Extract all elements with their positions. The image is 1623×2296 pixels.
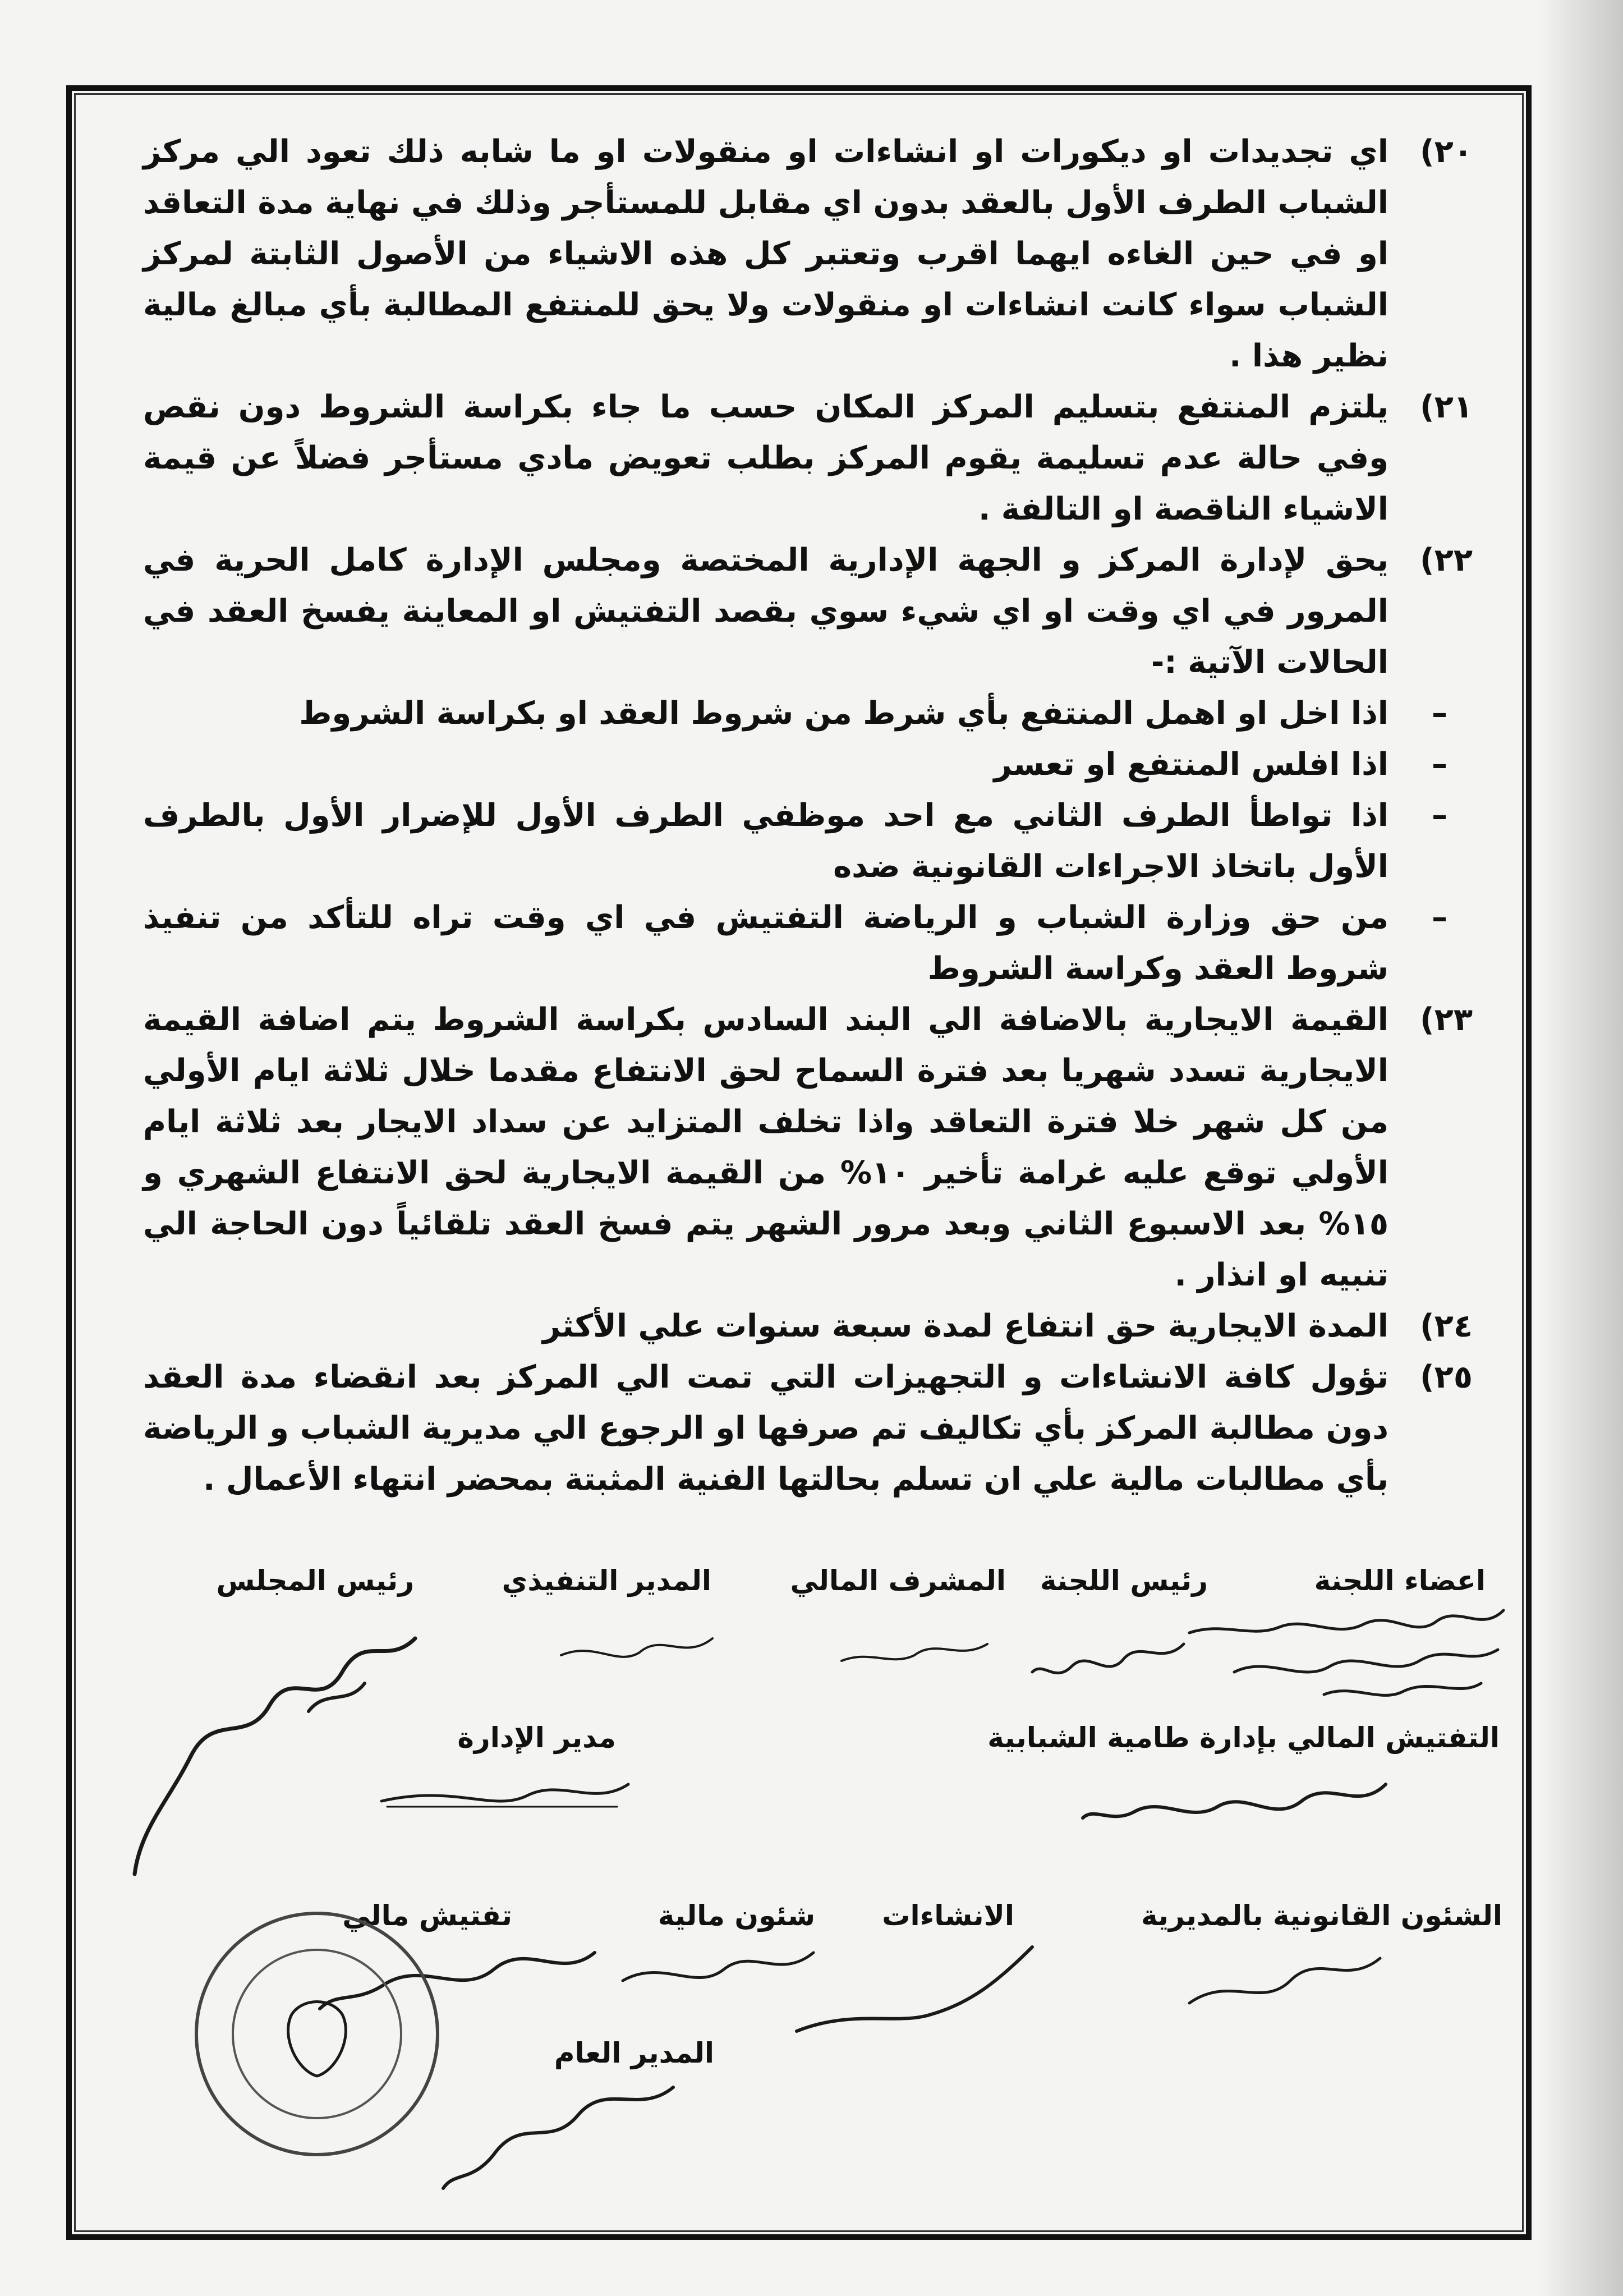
- board-head-label: رئيس المجلس: [216, 1564, 414, 1597]
- clause-number: ٢٥): [1420, 1359, 1473, 1395]
- clause-text: القيمة الايجارية بالاضافة الي البند السادس بكراسة الشروط يتم اضافة القيمة الايجارية تسدد شهريا بعد فترة السماح لحق الانتفاع مقدما خلال ثلاثة ايام الأولي من كل شهر خلا فترة التعاقد واذا تخلف المتزايد عن سداد الايجار بعد ثلاثة ايام الأولي توقع عليه غرامة تأخير ١٠% من القيمة الايجارية لحق الانتفاع الشهري و ١٥% بعد الاسبوع الثاني وبعد مرور الشهر يتم فسخ العقد تلقائياً دون الحاجة الي تنبيه او انذار .: [143, 1002, 1389, 1293]
- constructions-label: الانشاءات: [882, 1899, 1014, 1932]
- clause-number: ٢١): [1420, 389, 1473, 425]
- official-seal: [185, 1902, 449, 2166]
- clause-text: المدة الايجارية حق انتفاع لمدة سبعة سنوات علي الأكثر: [542, 1308, 1388, 1344]
- financial-supervisor-signature: [830, 1627, 999, 1678]
- clause-25: [143, 1352, 1473, 1505]
- clause-number: ٢٢): [1420, 542, 1473, 578]
- list-item-text: اذا تواطأ الطرف الثاني مع احد موظفي الطرف الأول للإضرار الأول بالطرف الأول باتخاذ الاجراءات القانونية ضده: [143, 797, 1388, 885]
- list-item: [143, 739, 1473, 790]
- general-director-signature: [438, 2065, 684, 2194]
- financial-supervisor-label: المشرف المالي: [790, 1564, 1006, 1597]
- clause-text: يحق لإدارة المركز و الجهة الإدارية المختصة ومجلس الإدارة كامل الحرية في المرور في اي وقت او اي شيء سوي بقصد التفتيش او المعاينة يفسخ العقد في الحالات الآتية :-: [143, 542, 1388, 681]
- clause-text: تؤول كافة الانشاءات و التجهيزات التي تمت الي المركز بعد انقضاء مدة العقد دون مطالبة المركز بأي تكاليف تم صرفها او الرجوع الي مديرية الشباب و الرياضة بأي مطالبات مالية علي ان تسلم بحالتها الفنية المثبتة بمحضر انتهاء الأعمال .: [143, 1359, 1388, 1498]
- general-director-label: المدير العام: [554, 2037, 714, 2069]
- legal-affairs-label: الشئون القانونية بالمديرية: [1141, 1899, 1502, 1932]
- list-item-text: اذا افلس المنتفع او تعسر: [994, 746, 1388, 783]
- committee-members-signatures: [1167, 1599, 1515, 1706]
- financial-inspection-label: التفتيش المالي بإدارة طامية الشبابية: [987, 1721, 1500, 1754]
- dash-marker: –: [1432, 797, 1447, 834]
- legal-affairs-signature: [1178, 1936, 1391, 2026]
- executive-director-label: المدير التنفيذي: [502, 1564, 711, 1597]
- clause-22: [143, 535, 1473, 688]
- clause-number: ٢٠): [1420, 134, 1473, 170]
- financial-inspection-signature: [1077, 1762, 1397, 1829]
- clause-number: ٢٤): [1420, 1308, 1473, 1344]
- admin-director-label: مدير الإدارة: [457, 1721, 616, 1754]
- scan-edge-shadow: [1539, 0, 1623, 2296]
- dash-marker: –: [1432, 899, 1447, 936]
- admin-director-signature: [370, 1762, 640, 1818]
- clause-number: ٢٣): [1420, 1002, 1473, 1038]
- committee-head-label: رئيس اللجنة: [1040, 1564, 1208, 1597]
- clause-text: اي تجديدات او ديكورات او انشاءات او منقولات او ما شابه ذلك تعود الي مركز الشباب الطرف الأول بالعقد بدون اي مقابل للمستأجر وذلك في نهاية مدة التعاقد او في حين الغاءه ايهما اقرب وتعتبر كل هذه الاشياء من الأصول الثابتة لمركز الشباب سواء كانت انشاءات او منقولات ولا يحق للمنتفع المطالبة بأي مبالغ مالية نظير هذا .: [143, 134, 1388, 374]
- finance-inspection-label: تفتيش مالي: [342, 1899, 512, 1932]
- board-head-signature: [123, 1616, 438, 1885]
- clause-text: يلتزم المنتفع بتسليم المركز المكان حسب ما جاء بكراسة الشروط دون نقص وفي حالة عدم تسليمة يقوم المركز بطلب تعويض مادي مستأجر فضلاً عن قيمة الاشياء الناقصة او التالفة .: [143, 389, 1388, 527]
- list-item: [143, 892, 1473, 994]
- committee-head-signature: [1027, 1627, 1195, 1689]
- list-item: [143, 688, 1473, 739]
- list-item-text: من حق وزارة الشباب و الرياضة التفتيش في اي وقت تراه للتأكد من تنفيذ شروط العقد وكراسة الشروط: [143, 899, 1388, 987]
- dash-marker: –: [1432, 695, 1447, 732]
- clause-20: [143, 126, 1473, 382]
- financial-affairs-signature: [612, 1936, 825, 2003]
- clause-23: [143, 994, 1473, 1301]
- list-item-text: اذا اخل او اهمل المنتفع بأي شرط من شروط العقد او بكراسة الشروط: [299, 695, 1388, 732]
- dash-marker: –: [1432, 746, 1447, 783]
- financial-affairs-label: شئون مالية: [658, 1899, 815, 1932]
- committee-members-label: اعضاء اللجنة: [1314, 1564, 1486, 1597]
- clause-21: [143, 382, 1473, 535]
- executive-director-signature: [544, 1622, 724, 1672]
- contract-body: [143, 126, 1473, 1505]
- list-item: [143, 790, 1473, 892]
- clause-24: [143, 1301, 1473, 1352]
